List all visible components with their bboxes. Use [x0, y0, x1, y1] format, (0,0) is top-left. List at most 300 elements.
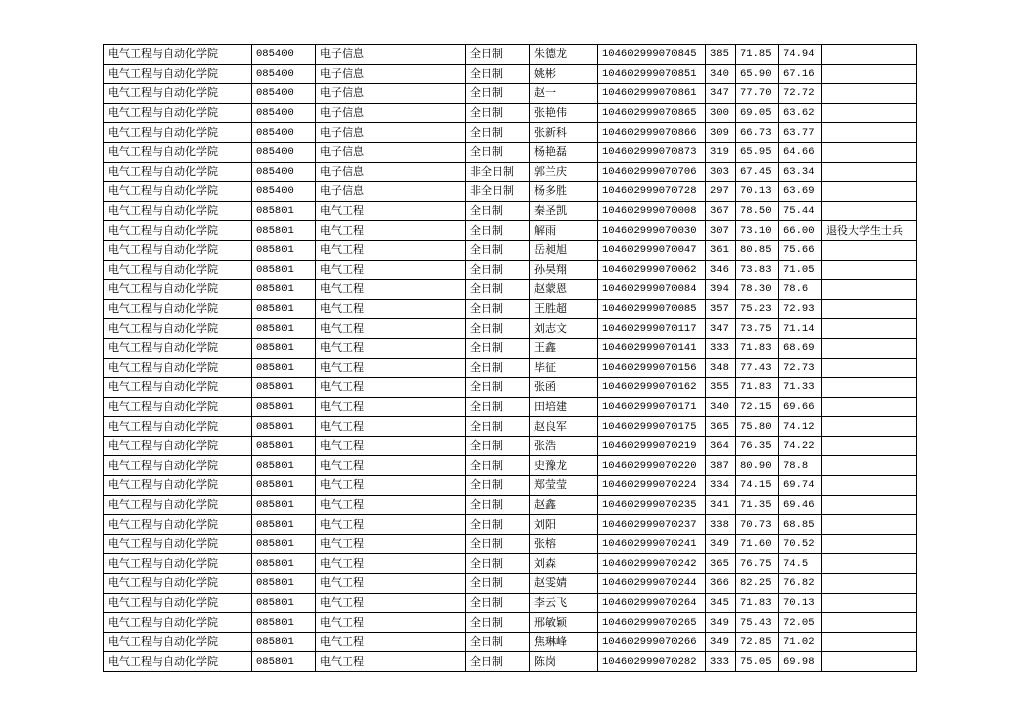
major-name-cell: 电气工程 [316, 299, 466, 319]
name-cell: 张艳伟 [530, 103, 598, 123]
study-mode-cell: 全日制 [466, 417, 530, 437]
college-cell: 电气工程与自动化学院 [104, 632, 252, 652]
major-name-cell: 电气工程 [316, 456, 466, 476]
retest-score-cell: 72.85 [736, 632, 779, 652]
name-cell: 岳昶旭 [530, 240, 598, 260]
total-score-cell: 72.72 [779, 84, 822, 104]
name-cell: 李云飞 [530, 593, 598, 613]
remark-cell [822, 123, 917, 143]
major-code-cell: 085400 [252, 64, 316, 84]
major-code-cell: 085801 [252, 338, 316, 358]
exam-id-cell: 104602999070085 [598, 299, 706, 319]
initial-score-cell: 341 [706, 495, 736, 515]
remark-cell: 退役大学生士兵 [822, 221, 917, 241]
initial-score-cell: 340 [706, 397, 736, 417]
exam-id-cell: 104602999070220 [598, 456, 706, 476]
major-code-cell: 085801 [252, 515, 316, 535]
table-row [104, 84, 917, 104]
retest-score-cell: 71.85 [736, 45, 779, 65]
study-mode-cell: 全日制 [466, 201, 530, 221]
remark-cell [822, 476, 917, 496]
study-mode-cell: 全日制 [466, 338, 530, 358]
major-name-cell: 电气工程 [316, 534, 466, 554]
exam-id-cell: 104602999070162 [598, 378, 706, 398]
exam-id-cell: 104602999070851 [598, 64, 706, 84]
table-row [104, 201, 917, 221]
table-body [104, 45, 917, 672]
initial-score-cell: 333 [706, 338, 736, 358]
name-cell: 王胜超 [530, 299, 598, 319]
major-name-cell: 电气工程 [316, 652, 466, 672]
retest-score-cell: 65.95 [736, 142, 779, 162]
table-row [104, 338, 917, 358]
major-name-cell: 电气工程 [316, 319, 466, 339]
exam-id-cell: 104602999070219 [598, 436, 706, 456]
exam-id-cell: 104602999070264 [598, 593, 706, 613]
table-row [104, 593, 917, 613]
major-name-cell: 电子信息 [316, 84, 466, 104]
initial-score-cell: 357 [706, 299, 736, 319]
study-mode-cell: 全日制 [466, 221, 530, 241]
name-cell: 杨艳磊 [530, 142, 598, 162]
exam-id-cell: 104602999070266 [598, 632, 706, 652]
study-mode-cell: 全日制 [466, 299, 530, 319]
exam-id-cell: 104602999070282 [598, 652, 706, 672]
name-cell: 焦琳峰 [530, 632, 598, 652]
study-mode-cell: 非全日制 [466, 162, 530, 182]
study-mode-cell: 全日制 [466, 103, 530, 123]
major-code-cell: 085801 [252, 593, 316, 613]
exam-id-cell: 104602999070062 [598, 260, 706, 280]
remark-cell [822, 397, 917, 417]
study-mode-cell: 全日制 [466, 84, 530, 104]
college-cell: 电气工程与自动化学院 [104, 554, 252, 574]
major-code-cell: 085801 [252, 632, 316, 652]
name-cell: 孙昊翔 [530, 260, 598, 280]
college-cell: 电气工程与自动化学院 [104, 417, 252, 437]
initial-score-cell: 394 [706, 280, 736, 300]
total-score-cell: 78.8 [779, 456, 822, 476]
major-name-cell: 电气工程 [316, 632, 466, 652]
retest-score-cell: 71.35 [736, 495, 779, 515]
total-score-cell: 71.14 [779, 319, 822, 339]
remark-cell [822, 358, 917, 378]
initial-score-cell: 307 [706, 221, 736, 241]
college-cell: 电气工程与自动化学院 [104, 162, 252, 182]
total-score-cell: 69.74 [779, 476, 822, 496]
remark-cell [822, 280, 917, 300]
major-code-cell: 085801 [252, 456, 316, 476]
study-mode-cell: 全日制 [466, 64, 530, 84]
exam-id-cell: 104602999070030 [598, 221, 706, 241]
major-name-cell: 电子信息 [316, 123, 466, 143]
retest-score-cell: 72.15 [736, 397, 779, 417]
study-mode-cell: 全日制 [466, 534, 530, 554]
table-row [104, 221, 917, 241]
college-cell: 电气工程与自动化学院 [104, 142, 252, 162]
college-cell: 电气工程与自动化学院 [104, 436, 252, 456]
total-score-cell: 72.05 [779, 613, 822, 633]
major-code-cell: 085400 [252, 142, 316, 162]
initial-score-cell: 366 [706, 574, 736, 594]
total-score-cell: 71.05 [779, 260, 822, 280]
major-code-cell: 085801 [252, 417, 316, 437]
exam-id-cell: 104602999070117 [598, 319, 706, 339]
exam-id-cell: 104602999070084 [598, 280, 706, 300]
study-mode-cell: 全日制 [466, 142, 530, 162]
major-code-cell: 085400 [252, 84, 316, 104]
name-cell: 张新科 [530, 123, 598, 143]
study-mode-cell: 全日制 [466, 593, 530, 613]
study-mode-cell: 全日制 [466, 495, 530, 515]
remark-cell [822, 593, 917, 613]
major-code-cell: 085801 [252, 299, 316, 319]
document-page [103, 44, 917, 672]
exam-id-cell: 104602999070861 [598, 84, 706, 104]
total-score-cell: 66.00 [779, 221, 822, 241]
table-row [104, 534, 917, 554]
total-score-cell: 67.16 [779, 64, 822, 84]
initial-score-cell: 367 [706, 201, 736, 221]
remark-cell [822, 495, 917, 515]
study-mode-cell: 全日制 [466, 652, 530, 672]
retest-score-cell: 77.70 [736, 84, 779, 104]
table-row [104, 319, 917, 339]
major-code-cell: 085400 [252, 123, 316, 143]
study-mode-cell: 全日制 [466, 574, 530, 594]
total-score-cell: 74.12 [779, 417, 822, 437]
total-score-cell: 78.6 [779, 280, 822, 300]
major-name-cell: 电气工程 [316, 260, 466, 280]
retest-score-cell: 70.73 [736, 515, 779, 535]
college-cell: 电气工程与自动化学院 [104, 495, 252, 515]
initial-score-cell: 309 [706, 123, 736, 143]
initial-score-cell: 385 [706, 45, 736, 65]
name-cell: 赵鑫 [530, 495, 598, 515]
retest-score-cell: 74.15 [736, 476, 779, 496]
total-score-cell: 63.77 [779, 123, 822, 143]
major-code-cell: 085801 [252, 240, 316, 260]
major-name-cell: 电气工程 [316, 495, 466, 515]
name-cell: 杨多胜 [530, 182, 598, 202]
table-row [104, 162, 917, 182]
retest-score-cell: 71.83 [736, 378, 779, 398]
major-name-cell: 电气工程 [316, 436, 466, 456]
college-cell: 电气工程与自动化学院 [104, 45, 252, 65]
remark-cell [822, 534, 917, 554]
exam-id-cell: 104602999070873 [598, 142, 706, 162]
major-name-cell: 电子信息 [316, 103, 466, 123]
remark-cell [822, 515, 917, 535]
table-row [104, 417, 917, 437]
name-cell: 郑莹莹 [530, 476, 598, 496]
retest-score-cell: 73.75 [736, 319, 779, 339]
table-row [104, 632, 917, 652]
major-code-cell: 085801 [252, 358, 316, 378]
college-cell: 电气工程与自动化学院 [104, 299, 252, 319]
initial-score-cell: 340 [706, 64, 736, 84]
name-cell: 姚彬 [530, 64, 598, 84]
name-cell: 史豫龙 [530, 456, 598, 476]
major-code-cell: 085801 [252, 436, 316, 456]
retest-score-cell: 76.35 [736, 436, 779, 456]
study-mode-cell: 全日制 [466, 358, 530, 378]
exam-id-cell: 104602999070237 [598, 515, 706, 535]
remark-cell [822, 201, 917, 221]
study-mode-cell: 全日制 [466, 613, 530, 633]
retest-score-cell: 66.73 [736, 123, 779, 143]
initial-score-cell: 349 [706, 613, 736, 633]
name-cell: 陈岗 [530, 652, 598, 672]
retest-score-cell: 71.83 [736, 593, 779, 613]
major-code-cell: 085801 [252, 574, 316, 594]
exam-id-cell: 104602999070244 [598, 574, 706, 594]
college-cell: 电气工程与自动化学院 [104, 378, 252, 398]
major-name-cell: 电气工程 [316, 240, 466, 260]
total-score-cell: 68.85 [779, 515, 822, 535]
remark-cell [822, 64, 917, 84]
study-mode-cell: 全日制 [466, 515, 530, 535]
major-code-cell: 085801 [252, 201, 316, 221]
table-row [104, 103, 917, 123]
study-mode-cell: 全日制 [466, 240, 530, 260]
exam-id-cell: 104602999070175 [598, 417, 706, 437]
college-cell: 电气工程与自动化学院 [104, 221, 252, 241]
table-row [104, 613, 917, 633]
total-score-cell: 74.22 [779, 436, 822, 456]
retest-score-cell: 76.75 [736, 554, 779, 574]
college-cell: 电气工程与自动化学院 [104, 613, 252, 633]
college-cell: 电气工程与自动化学院 [104, 280, 252, 300]
exam-id-cell: 104602999070141 [598, 338, 706, 358]
initial-score-cell: 333 [706, 652, 736, 672]
initial-score-cell: 338 [706, 515, 736, 535]
table-row [104, 64, 917, 84]
initial-score-cell: 387 [706, 456, 736, 476]
major-code-cell: 085801 [252, 554, 316, 574]
college-cell: 电气工程与自动化学院 [104, 103, 252, 123]
name-cell: 刘阳 [530, 515, 598, 535]
retest-score-cell: 69.05 [736, 103, 779, 123]
college-cell: 电气工程与自动化学院 [104, 476, 252, 496]
major-code-cell: 085801 [252, 476, 316, 496]
exam-id-cell: 104602999070845 [598, 45, 706, 65]
table-row [104, 476, 917, 496]
remark-cell [822, 299, 917, 319]
table-row [104, 397, 917, 417]
name-cell: 赵雯婧 [530, 574, 598, 594]
name-cell: 赵蒙恩 [530, 280, 598, 300]
initial-score-cell: 355 [706, 378, 736, 398]
name-cell: 张函 [530, 378, 598, 398]
remark-cell [822, 45, 917, 65]
total-score-cell: 63.62 [779, 103, 822, 123]
remark-cell [822, 162, 917, 182]
table-row [104, 240, 917, 260]
table-row [104, 574, 917, 594]
major-name-cell: 电气工程 [316, 338, 466, 358]
name-cell: 刘志文 [530, 319, 598, 339]
study-mode-cell: 全日制 [466, 436, 530, 456]
table-row [104, 260, 917, 280]
initial-score-cell: 364 [706, 436, 736, 456]
total-score-cell: 74.5 [779, 554, 822, 574]
name-cell: 王鑫 [530, 338, 598, 358]
table-row [104, 45, 917, 65]
total-score-cell: 64.66 [779, 142, 822, 162]
retest-score-cell: 73.10 [736, 221, 779, 241]
initial-score-cell: 347 [706, 84, 736, 104]
remark-cell [822, 260, 917, 280]
total-score-cell: 71.33 [779, 378, 822, 398]
name-cell: 张榕 [530, 534, 598, 554]
college-cell: 电气工程与自动化学院 [104, 240, 252, 260]
study-mode-cell: 全日制 [466, 280, 530, 300]
initial-score-cell: 300 [706, 103, 736, 123]
remark-cell [822, 652, 917, 672]
remark-cell [822, 142, 917, 162]
name-cell: 秦圣凯 [530, 201, 598, 221]
table-row [104, 554, 917, 574]
remark-cell [822, 182, 917, 202]
exam-id-cell: 104602999070706 [598, 162, 706, 182]
remark-cell [822, 554, 917, 574]
name-cell: 刘森 [530, 554, 598, 574]
exam-id-cell: 104602999070156 [598, 358, 706, 378]
major-name-cell: 电气工程 [316, 201, 466, 221]
name-cell: 田培建 [530, 397, 598, 417]
initial-score-cell: 297 [706, 182, 736, 202]
retest-score-cell: 75.05 [736, 652, 779, 672]
initial-score-cell: 365 [706, 554, 736, 574]
total-score-cell: 70.52 [779, 534, 822, 554]
name-cell: 朱德龙 [530, 45, 598, 65]
table-row [104, 358, 917, 378]
exam-id-cell: 104602999070224 [598, 476, 706, 496]
major-code-cell: 085400 [252, 162, 316, 182]
retest-score-cell: 73.83 [736, 260, 779, 280]
remark-cell [822, 417, 917, 437]
college-cell: 电气工程与自动化学院 [104, 534, 252, 554]
major-name-cell: 电气工程 [316, 280, 466, 300]
remark-cell [822, 378, 917, 398]
study-mode-cell: 全日制 [466, 456, 530, 476]
major-name-cell: 电气工程 [316, 397, 466, 417]
total-score-cell: 74.94 [779, 45, 822, 65]
initial-score-cell: 334 [706, 476, 736, 496]
name-cell: 赵良军 [530, 417, 598, 437]
college-cell: 电气工程与自动化学院 [104, 515, 252, 535]
total-score-cell: 63.34 [779, 162, 822, 182]
table-row [104, 456, 917, 476]
remark-cell [822, 84, 917, 104]
major-code-cell: 085801 [252, 652, 316, 672]
table-row [104, 142, 917, 162]
major-name-cell: 电子信息 [316, 162, 466, 182]
exam-id-cell: 104602999070728 [598, 182, 706, 202]
name-cell: 邢敏颖 [530, 613, 598, 633]
major-name-cell: 电气工程 [316, 574, 466, 594]
college-cell: 电气工程与自动化学院 [104, 182, 252, 202]
study-mode-cell: 全日制 [466, 632, 530, 652]
total-score-cell: 68.69 [779, 338, 822, 358]
initial-score-cell: 349 [706, 534, 736, 554]
major-code-cell: 085801 [252, 495, 316, 515]
total-score-cell: 72.93 [779, 299, 822, 319]
study-mode-cell: 全日制 [466, 397, 530, 417]
initial-score-cell: 347 [706, 319, 736, 339]
college-cell: 电气工程与自动化学院 [104, 652, 252, 672]
major-name-cell: 电气工程 [316, 613, 466, 633]
exam-id-cell: 104602999070171 [598, 397, 706, 417]
retest-score-cell: 75.43 [736, 613, 779, 633]
major-name-cell: 电气工程 [316, 593, 466, 613]
table-row [104, 123, 917, 143]
remark-cell [822, 436, 917, 456]
remark-cell [822, 574, 917, 594]
remark-cell [822, 456, 917, 476]
initial-score-cell: 319 [706, 142, 736, 162]
study-mode-cell: 全日制 [466, 319, 530, 339]
exam-id-cell: 104602999070241 [598, 534, 706, 554]
college-cell: 电气工程与自动化学院 [104, 456, 252, 476]
retest-score-cell: 82.25 [736, 574, 779, 594]
college-cell: 电气工程与自动化学院 [104, 593, 252, 613]
major-name-cell: 电气工程 [316, 554, 466, 574]
major-code-cell: 085400 [252, 103, 316, 123]
major-code-cell: 085801 [252, 319, 316, 339]
total-score-cell: 75.44 [779, 201, 822, 221]
major-code-cell: 085801 [252, 260, 316, 280]
table-row [104, 280, 917, 300]
initial-score-cell: 361 [706, 240, 736, 260]
retest-score-cell: 80.85 [736, 240, 779, 260]
name-cell: 毕征 [530, 358, 598, 378]
exam-id-cell: 104602999070235 [598, 495, 706, 515]
college-cell: 电气工程与自动化学院 [104, 358, 252, 378]
major-code-cell: 085400 [252, 45, 316, 65]
table-row [104, 652, 917, 672]
college-cell: 电气工程与自动化学院 [104, 64, 252, 84]
exam-id-cell: 104602999070242 [598, 554, 706, 574]
college-cell: 电气工程与自动化学院 [104, 397, 252, 417]
major-code-cell: 085801 [252, 378, 316, 398]
major-name-cell: 电子信息 [316, 182, 466, 202]
exam-id-cell: 104602999070866 [598, 123, 706, 143]
college-cell: 电气工程与自动化学院 [104, 260, 252, 280]
initial-score-cell: 365 [706, 417, 736, 437]
total-score-cell: 72.73 [779, 358, 822, 378]
major-code-cell: 085801 [252, 280, 316, 300]
retest-score-cell: 75.23 [736, 299, 779, 319]
initial-score-cell: 349 [706, 632, 736, 652]
total-score-cell: 69.98 [779, 652, 822, 672]
study-mode-cell: 全日制 [466, 260, 530, 280]
major-name-cell: 电气工程 [316, 417, 466, 437]
retest-score-cell: 75.80 [736, 417, 779, 437]
retest-score-cell: 65.90 [736, 64, 779, 84]
major-name-cell: 电气工程 [316, 476, 466, 496]
exam-id-cell: 104602999070047 [598, 240, 706, 260]
total-score-cell: 71.02 [779, 632, 822, 652]
total-score-cell: 69.46 [779, 495, 822, 515]
table-row [104, 182, 917, 202]
college-cell: 电气工程与自动化学院 [104, 574, 252, 594]
study-mode-cell: 全日制 [466, 378, 530, 398]
major-code-cell: 085801 [252, 613, 316, 633]
college-cell: 电气工程与自动化学院 [104, 201, 252, 221]
total-score-cell: 70.13 [779, 593, 822, 613]
